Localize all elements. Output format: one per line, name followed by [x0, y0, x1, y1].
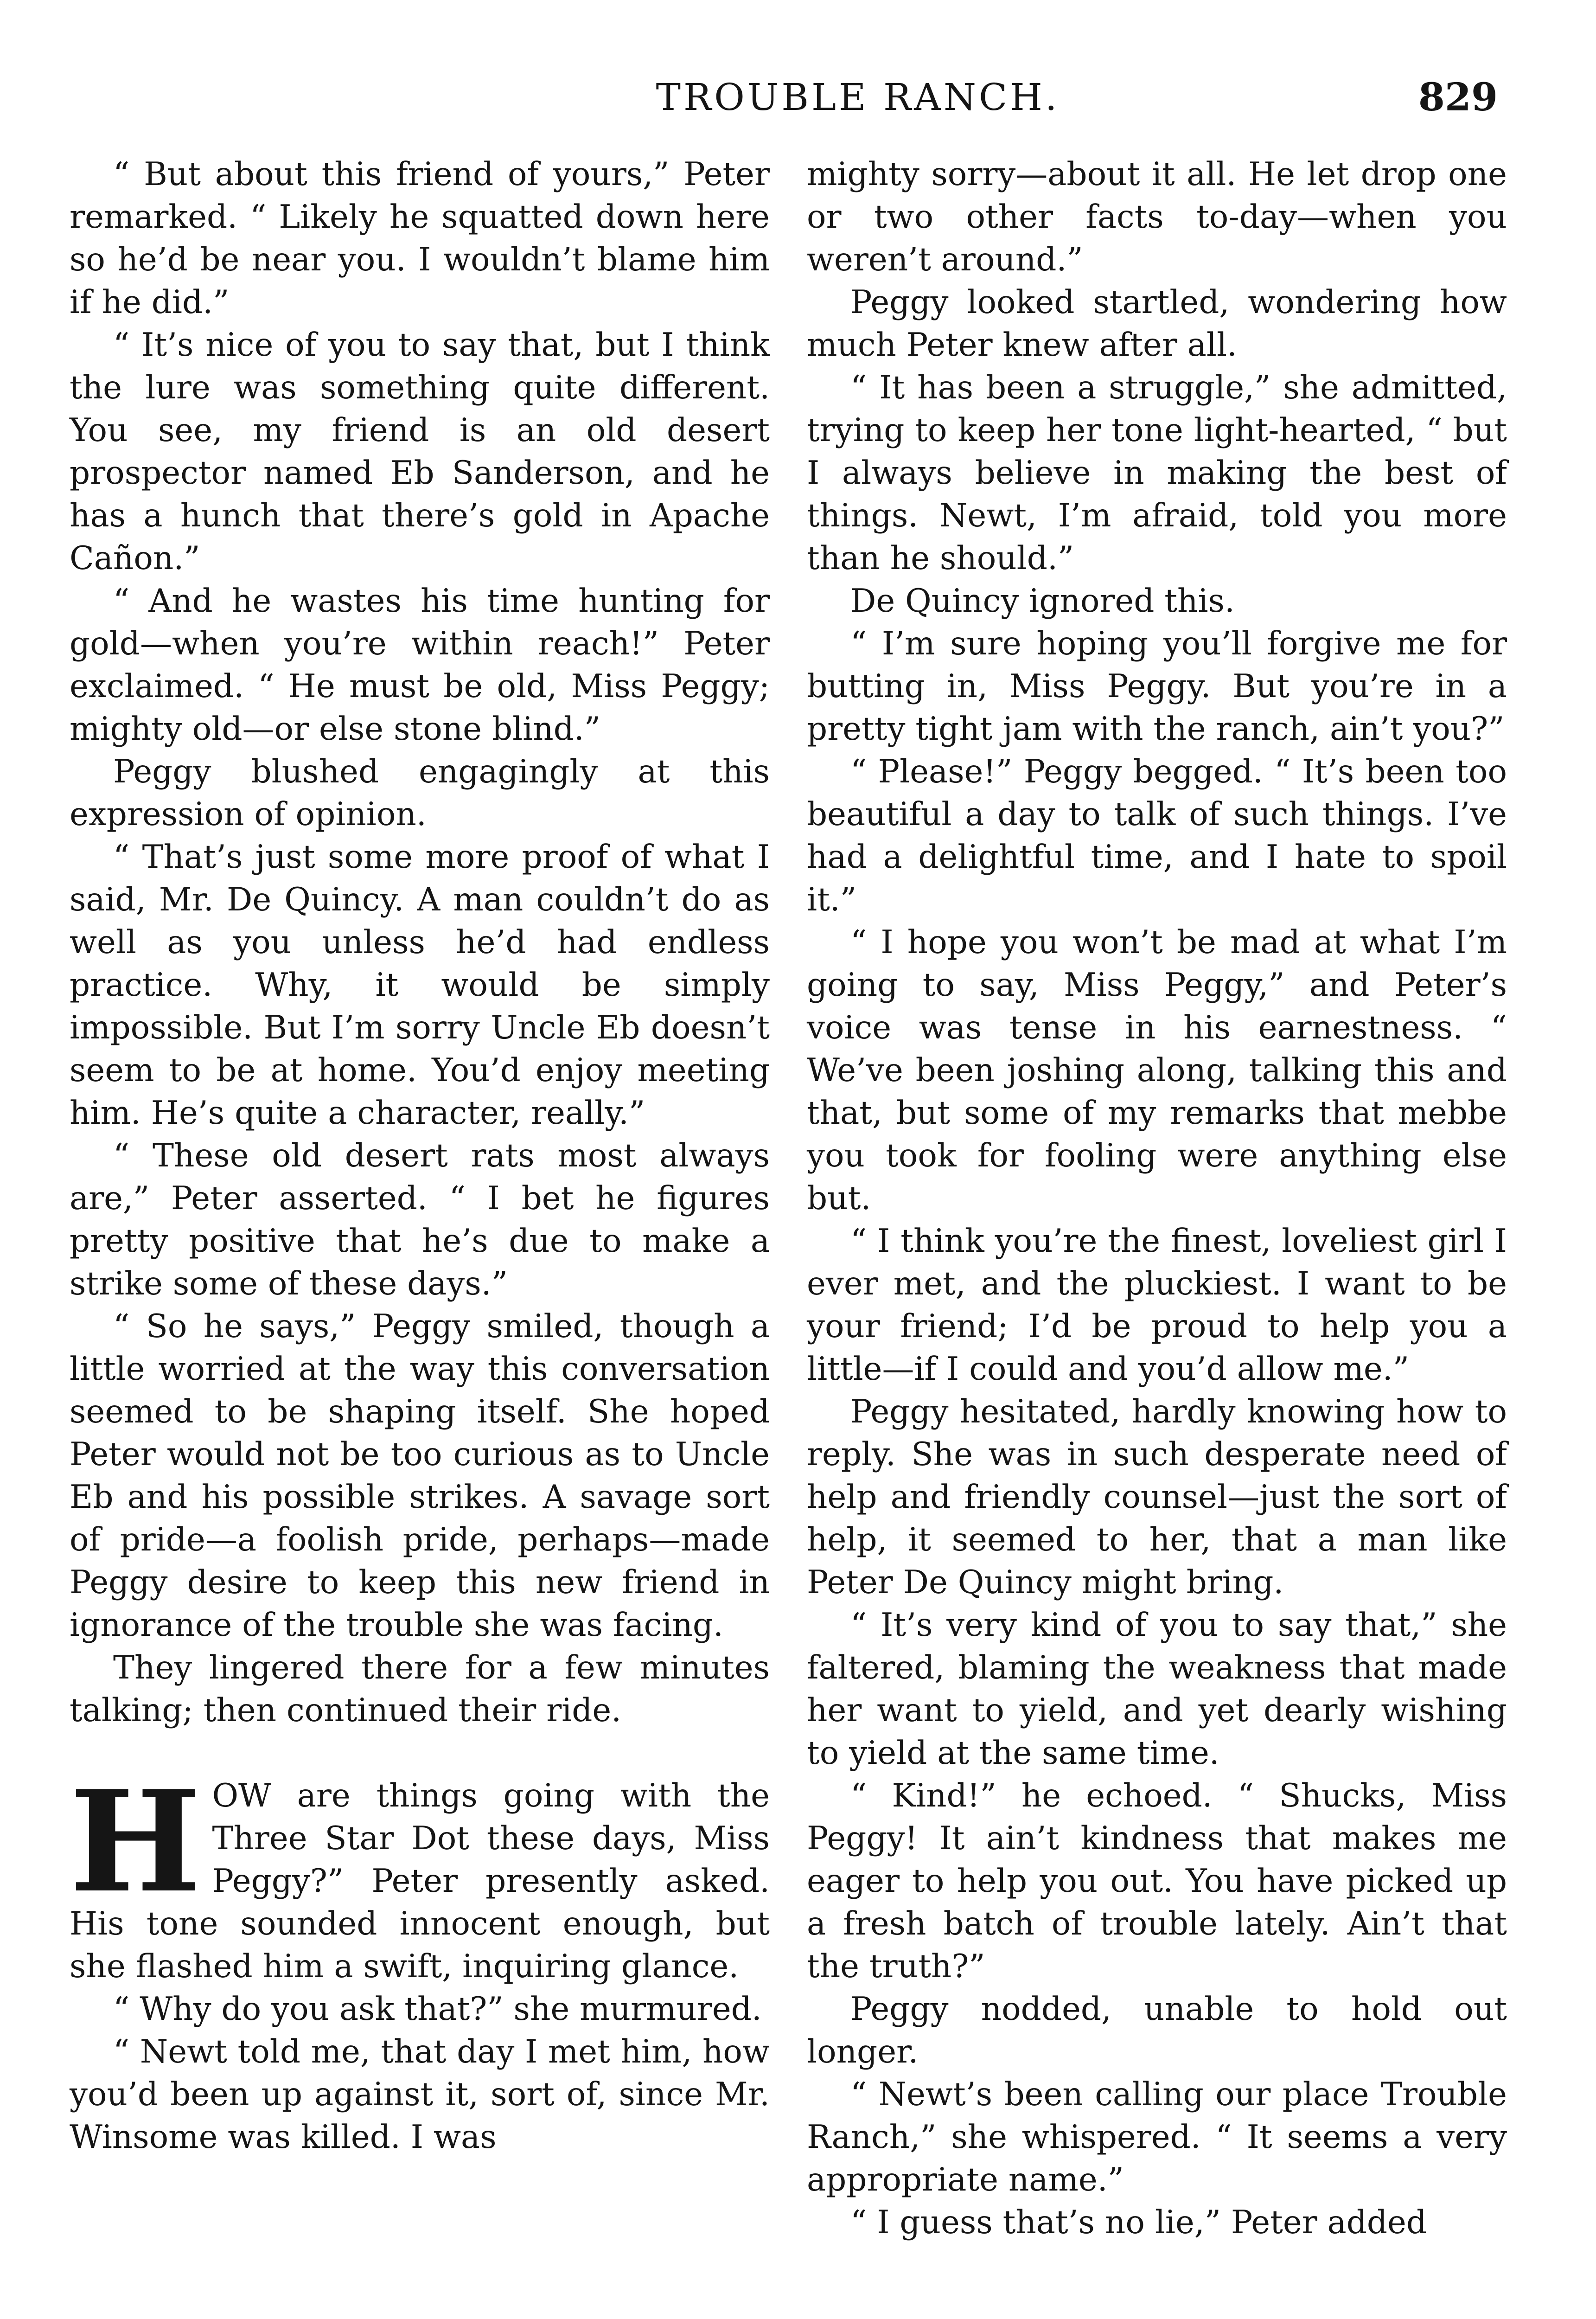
paragraph: “ I think you’re the finest, loveliest girl I ever met, and the pluckiest. I want to be your friend; I’d be proud to help you a little—if I could and you’d allow me.” — [807, 1223, 1507, 1388]
paragraph: They lingered there for a few minutes talking; then continued their ride. — [70, 1649, 770, 1729]
paragraph: “ Newt told me, that day I met him, how you’d been up against it, sort of, since Mr. Winsome was killed. I was — [70, 2033, 770, 2156]
paragraph: Peggy blushed engagingly at this expression of opinion. — [70, 753, 770, 833]
paragraph: “ I’m sure hoping you’ll forgive me for butting in, Miss Peggy. But you’re in a pretty tight jam with the ranch, ain’t you?” — [807, 625, 1507, 748]
paragraph: “ So he says,” Peggy smiled, though a little worried at the way this conversation seemed to be shaping itself. She hoped Peter would not be too curious as to Uncle Eb and his possible strikes. A savage sort of pride—a foolish pride, perhaps—made Peggy desire to keep this new friend in ignorance of the trouble she was facing. — [70, 1308, 770, 1644]
drop-cap: H — [70, 1760, 201, 1923]
paragraph: “ These old desert rats most always are,” Peter asserted. “ I bet he figures pretty positive that he’s due to make a strike some of these days.” — [70, 1137, 770, 1302]
paragraph: Peggy looked startled, wondering how much Peter knew after all. — [807, 284, 1507, 364]
paragraph: “ But about this friend of yours,” Peter remarked. “ Likely he squatted down here so he’d be near you. I wouldn’t blame him if he did.” — [70, 156, 770, 321]
right-column — [807, 153, 1507, 2244]
paragraph: Peggy nodded, unable to hold out longer. — [807, 1991, 1507, 2070]
paragraph: “ It’s very kind of you to say that,” she faltered, blaming the weakness that made her want to yield, and yet dearly wishing to yield at the same time. — [807, 1607, 1507, 1772]
paragraph: “ That’s just some more proof of what I said, Mr. De Quincy. A man couldn’t do as well as you unless he’d had endless practice. Why, it would be simply impossible. But I’m sorry Uncle Eb doesn’t seem to be at home. You’d enjoy meeting him. He’s quite a character, really.” — [70, 839, 770, 1132]
paragraph: De Quincy ignored this. — [850, 583, 1235, 620]
running-title: TROUBLE RANCH. — [656, 76, 1060, 119]
paragraph: “ It’s nice of you to say that, but I think the lure was something quite different. You see, my friend is an old desert prospector named Eb Sanderson, and he has a hunch that there’s gold in Apache Cañon.” — [70, 327, 770, 577]
paragraph: “ Kind!” he echoed. “ Shucks, Miss Peggy! It ain’t kindness that makes me eager to help you out. You have picked up a fresh batch of trouble lately. Ain’t that the truth?” — [807, 1777, 1507, 1985]
paragraph: “ Why do you ask that?” she murmured. — [113, 1991, 762, 2028]
running-head — [70, 70, 1498, 125]
section-opening-paragraph — [70, 1760, 770, 1988]
paragraph: “ And he wastes his time hunting for gold—when you’re within reach!” Peter exclaimed. “ He must be old, Miss Peggy; mighty old—or else stone blind.” — [70, 583, 770, 748]
left-column — [70, 153, 770, 2159]
paragraph: “ Newt’s been calling our place Trouble Ranch,” she whispered. “ It seems a very appropriate name.” — [807, 2076, 1507, 2198]
page-number: 829 — [1418, 75, 1498, 120]
paragraph: “ I hope you won’t be mad at what I’m going to say, Miss Peggy,” and Peter’s voice was tense in his earnestness. “ We’ve been joshing along, talking this and that, but some of my remarks that mebbe you took for fooling were anything else but. — [807, 924, 1507, 1217]
paragraph: “ I guess that’s no lie,” Peter added — [850, 2204, 1427, 2241]
paragraph: “ Please!” Peggy begged. “ It’s been too beautiful a day to talk of such things. I’ve had a delightful time, and I hate to spoil it.” — [807, 753, 1507, 918]
paragraph: “ It has been a struggle,” she admitted, trying to keep her tone light-hearted, “ but I always believe in making the best of things. Newt, I’m afraid, told you more than he should.” — [807, 369, 1507, 577]
continued-paragraph: mighty sorry—about it all. He let drop one or two other facts to-day—when you weren’t around.” — [807, 156, 1507, 278]
paragraph: Peggy hesitated, hardly knowing how to reply. She was in such desperate need of help and friendly counsel—just the sort of help, it seemed to her, that a man like Peter De Quincy might bring. — [807, 1393, 1507, 1601]
section-opening-text: OW are things going with the Three Star Dot these days, Miss Peggy?” Peter presently asked. His tone sounded innocent enough, but she flashed him a swift, inquiring glance. — [70, 1777, 770, 1985]
